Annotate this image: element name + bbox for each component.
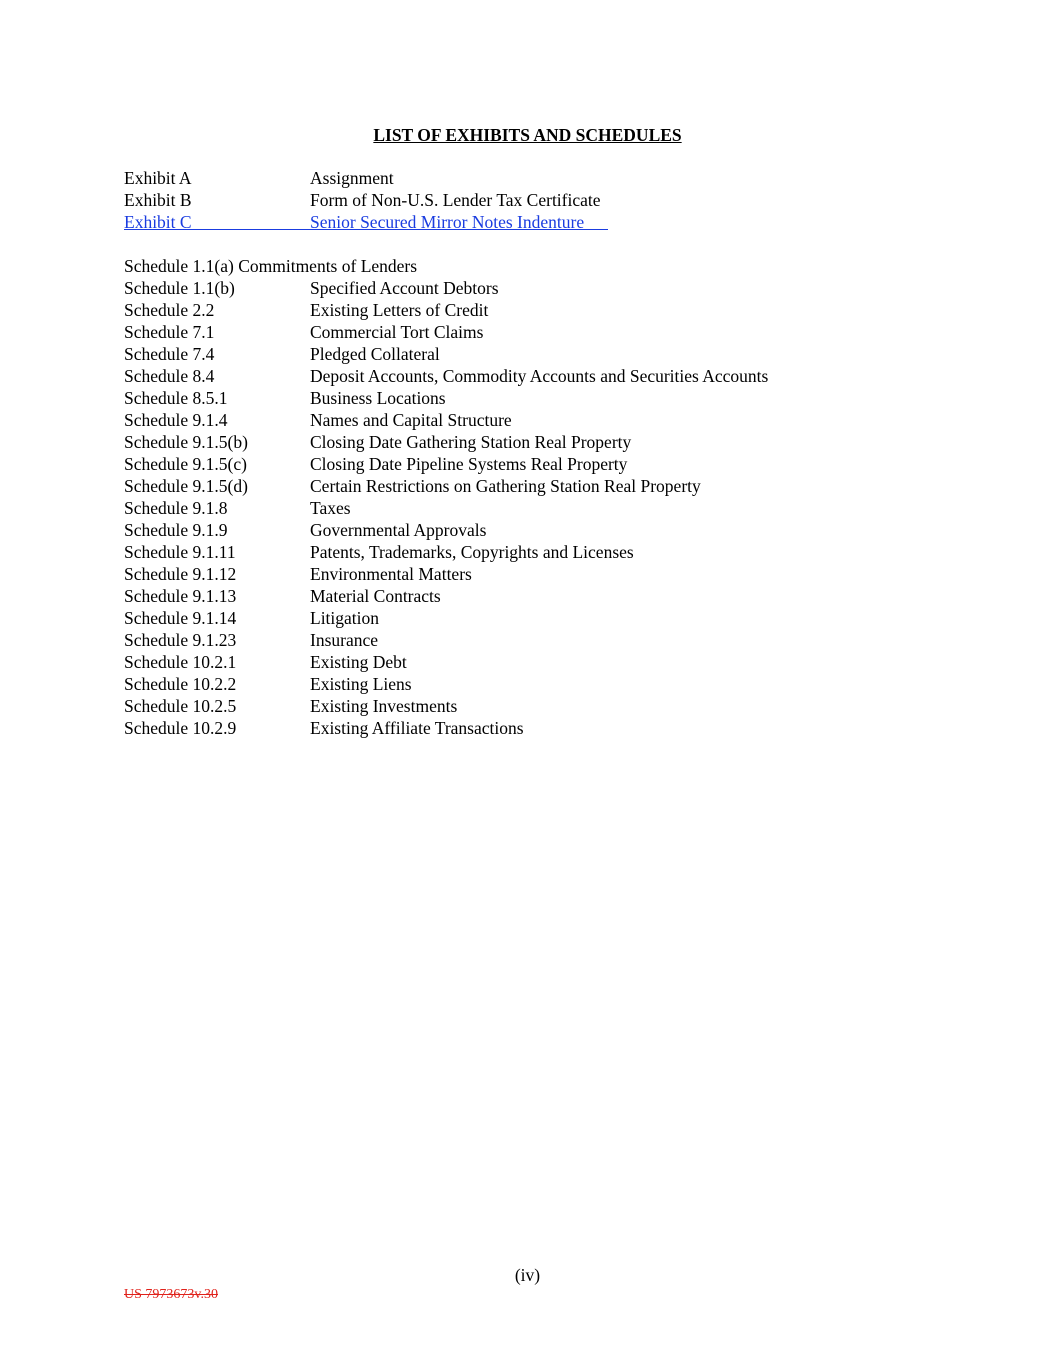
schedule-row: [124, 255, 944, 277]
schedule-label: Schedule 10.2.1: [124, 652, 237, 672]
schedule-row: [124, 695, 944, 717]
schedule-label: Schedule 2.2: [124, 300, 215, 320]
schedule-label: Schedule 7.4: [124, 344, 215, 364]
schedule-row: [124, 629, 944, 651]
exhibit-label: Exhibit B: [124, 190, 192, 210]
exhibit-label: Exhibit A: [124, 168, 192, 188]
schedule-description: Patents, Trademarks, Copyrights and Licenses: [310, 542, 634, 562]
schedule-description: Existing Investments: [310, 696, 458, 716]
schedule-label: Schedule 9.1.4: [124, 410, 228, 430]
schedule-row: [124, 497, 944, 519]
schedule-label: Schedule 7.1: [124, 322, 215, 342]
schedule-row: [124, 673, 944, 695]
schedule-row: [124, 431, 944, 453]
schedule-description: Business Locations: [310, 388, 446, 408]
schedule-label: Schedule 8.5.1: [124, 388, 228, 408]
schedule-row: [124, 343, 944, 365]
schedule-description: Closing Date Gathering Station Real Property: [310, 432, 632, 452]
schedule-row: [124, 607, 944, 629]
schedule-description: Names and Capital Structure: [310, 410, 512, 430]
schedule-row: [124, 541, 944, 563]
schedule-label: Schedule 9.1.14: [124, 608, 237, 628]
page-number: (iv): [514, 1265, 541, 1285]
exhibit-description: Form of Non-U.S. Lender Tax Certificate: [310, 190, 601, 210]
schedule-label: Schedule 10.2.2: [124, 674, 237, 694]
schedule-row: [124, 651, 944, 673]
schedule-row: [124, 585, 944, 607]
exhibit-row-a: [124, 167, 944, 189]
schedule-row: [124, 387, 944, 409]
schedule-label: Schedule 10.2.9: [124, 718, 237, 738]
schedule-row: [124, 299, 944, 321]
schedule-label: Schedule 9.1.9: [124, 520, 228, 540]
exhibit-link-label[interactable]: Exhibit C: [124, 212, 192, 232]
schedule-description: Insurance: [310, 630, 379, 650]
schedule-row: [124, 409, 944, 431]
schedule-row: [124, 717, 944, 739]
schedule-description: Existing Affiliate Transactions: [310, 718, 524, 738]
schedule-label: Schedule 1.1(a) Commitments of Lenders: [124, 256, 418, 276]
schedule-label: Schedule 9.1.5(d): [124, 476, 248, 496]
schedule-row: [124, 277, 944, 299]
schedule-row: [124, 563, 944, 585]
schedule-description: Deposit Accounts, Commodity Accounts and Securities Accounts: [310, 366, 769, 386]
schedule-row: [124, 475, 944, 497]
schedule-description: Existing Letters of Credit: [310, 300, 489, 320]
schedule-description: Specified Account Debtors: [310, 278, 499, 298]
schedule-description: Pledged Collateral: [310, 344, 440, 364]
schedule-label: Schedule 8.4: [124, 366, 215, 386]
exhibit-description: Assignment: [310, 168, 394, 188]
schedule-description: Existing Liens: [310, 674, 412, 694]
exhibit-link-description[interactable]: Senior Secured Mirror Notes Indenture: [310, 212, 585, 232]
document-id-footer: US 7973673v.30: [124, 1287, 218, 1302]
schedule-description: Closing Date Pipeline Systems Real Property: [310, 454, 628, 474]
schedule-label: Schedule 9.1.23: [124, 630, 237, 650]
schedule-row: [124, 519, 944, 541]
schedule-row: [124, 321, 944, 343]
exhibit-row-b: [124, 189, 944, 211]
schedule-description: Material Contracts: [310, 586, 441, 606]
link-underline-rule: [124, 229, 608, 230]
schedule-row: [124, 453, 944, 475]
schedule-description: Governmental Approvals: [310, 520, 487, 540]
schedule-label: Schedule 9.1.5(c): [124, 454, 247, 474]
schedule-label: Schedule 9.1.13: [124, 586, 237, 606]
schedule-description: Commercial Tort Claims: [310, 322, 484, 342]
schedule-label: Schedule 1.1(b): [124, 278, 235, 298]
schedule-label: Schedule 10.2.5: [124, 696, 237, 716]
schedule-label: Schedule 9.1.8: [124, 498, 228, 518]
schedule-label: Schedule 9.1.12: [124, 564, 237, 584]
schedule-description: Existing Debt: [310, 652, 407, 672]
schedule-row: [124, 365, 944, 387]
schedule-label: Schedule 9.1.5(b): [124, 432, 248, 452]
schedule-description: Environmental Matters: [310, 564, 472, 584]
page-title: LIST OF EXHIBITS AND SCHEDULES: [373, 125, 682, 145]
schedule-description: Litigation: [310, 608, 380, 628]
schedule-label: Schedule 9.1.11: [124, 542, 236, 562]
schedule-description: Taxes: [310, 498, 351, 518]
schedule-description: Certain Restrictions on Gathering Station Real Property: [310, 476, 701, 496]
